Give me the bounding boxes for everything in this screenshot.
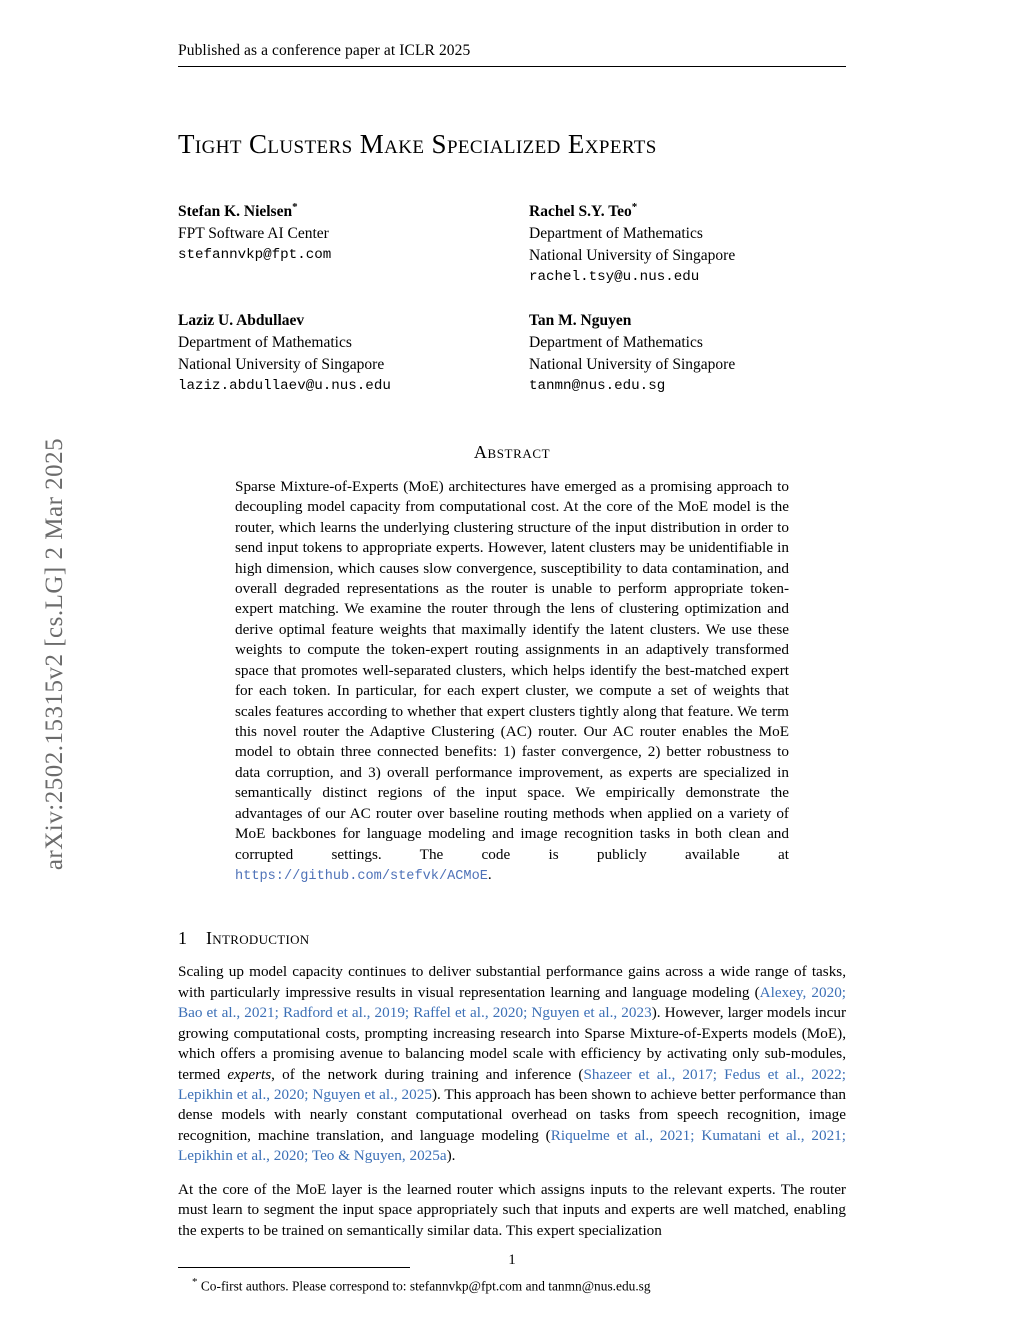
emphasis-term: experts [227, 1065, 272, 1083]
author-entry [178, 310, 512, 397]
author-name: Tan M. Nguyen [529, 312, 632, 330]
arxiv-identifier-stamp: arXiv:2502.15315v2 [cs.LG] 2 Mar 2025 [41, 437, 68, 871]
author-block [178, 200, 846, 398]
paragraph-text: ). This approach has been shown to achieve better performance than dense models with nearly constant computational overhead on tasks from speech recognition, image recognition, machine translation, and language modeling ( [178, 1085, 846, 1144]
author-name-text: Stefan K. Nielsen [178, 203, 293, 221]
section-number: 1 [178, 928, 188, 949]
paragraph: At the core of the MoE layer is the learned router which assigns inputs to the relevant experts. The router must learn to segment the input space appropriately such that inputs and experts are well matched, enabling the experts to be trained on semantically similar data. This expert specialization [178, 1180, 846, 1239]
section-title: Introduction [206, 928, 310, 949]
author-affiliation: FPT Software AI Center [178, 225, 329, 243]
author-row [178, 310, 846, 397]
citation-group[interactable]: Shazeer et al., 2017; Fedus et al., 2022; Lepikhin et al., 2020; Nguyen et al., 2025 [178, 1065, 846, 1103]
author-affiliation: National University of Singapore [178, 356, 385, 374]
page-content [178, 0, 846, 1296]
citation-group[interactable]: Riquelme et al., 2021; Kumatani et al., 2021; Lepikhin et al., 2020; Teo & Nguyen, 2025a [178, 1126, 846, 1165]
author-name: Laziz U. Abdullaev [178, 312, 305, 330]
footnote-text: Co-first authors. Please correspond to: stefannvkp@fpt.com and tanmn@nus.edu.sg [200, 1278, 651, 1294]
author-star: * [631, 201, 638, 213]
author-email: laziz.abdullaev@u.nus.edu [178, 378, 391, 395]
paragraph-text: ). [446, 1147, 456, 1165]
author-email: tanmn@nus.edu.sg [529, 378, 666, 395]
author-entry [178, 200, 512, 288]
paragraph [178, 962, 846, 1166]
paragraph-text: ). However, larger models incur growing computational costs, prompting increasing research into Sparse Mixture-of-Experts models (MoE), which offers a promising avenue to balancing model scale with efficiency by activating only sub-modules, termed [178, 1004, 846, 1083]
abstract-heading: Abstract [473, 441, 551, 462]
author-affiliation: National University of Singapore [529, 356, 736, 374]
footnote [178, 1275, 846, 1296]
abstract-text [235, 477, 789, 887]
code-repository-link[interactable]: https://github.com/stefvk/ACMoE [235, 869, 488, 885]
author-name-text: Rachel S.Y. Teo [529, 203, 632, 221]
author-name [529, 200, 836, 223]
author-entry [512, 200, 846, 288]
paragraph-text: Scaling up model capacity continues to deliver substantial performance gains across a wide range of tasks, with particularly impressive results in visual representation learning and language modeling ( [178, 963, 846, 1001]
author-row [178, 200, 846, 288]
author-star: * [292, 201, 298, 213]
author-entry [512, 310, 846, 397]
footnote-marker-icon: * [192, 1276, 198, 1289]
abstract-tail-text: . [487, 866, 492, 884]
author-email: rachel.tsy@u.nus.edu [529, 269, 700, 286]
author-affiliation: Department of Mathematics [529, 225, 703, 243]
paragraph-text: , of the network during training and inference ( [271, 1065, 584, 1083]
running-head: Published as a conference paper at ICLR 2025 [178, 42, 846, 67]
page-title: Tight Clusters Make Specialized Experts [178, 129, 657, 159]
author-name [178, 200, 502, 223]
page-number: 1 [508, 1252, 516, 1268]
abstract-body-text: Sparse Mixture-of-Experts (MoE) architectures have emerged as a promising approach to decoupling model capacity from computational cost. At the core of the MoE model is the router, which learns the underlying clustering structure of the input distribution in order to send input tokens to appropriate experts. However, latent clusters may be unidentifiable in high dimension, which causes slow convergence, susceptibility to data contamination, and overall degraded representations as the router is unable to perform appropriate token-expert matching. We examine the router through the lens of clustering optimization and derive optimal feature weights that maximally identify the latent clusters. We use these weights to compute the token-expert routing assignments in an adaptively transformed space that promotes well-separated clusters, which helps identify the best-matched expert for each token. In particular, for each expert cluster, we compute a set of weights that scales features according to whether that expert clusters tightly along that feature. We term this novel router the Adaptive Clustering (AC) router. Our AC router enables the MoE model to obtain three connected benefits: 1) faster convergence, 2) better robustness to data corruption, and 3) overall performance improvement, as experts are specialized in semantically distinct regions of the input space. We empirically demonstrate the advantages of our AC router over baseline routing methods when applied on a variety of MoE backbones for language modeling and image recognition tasks in both clean and corrupted settings. The code is publicly available at [235, 477, 789, 863]
author-affiliation: Department of Mathematics [178, 334, 352, 352]
section-heading-introduction [178, 928, 846, 949]
author-affiliation: Department of Mathematics [529, 334, 703, 352]
author-email: stefannvkp@fpt.com [178, 247, 332, 264]
citation-group[interactable]: Alexey, 2020; Bao et al., 2021; Radford et al., 2019; Raffel et al., 2020; Nguyen et al., 2023 [178, 983, 847, 1022]
author-affiliation: National University of Singapore [529, 247, 736, 265]
